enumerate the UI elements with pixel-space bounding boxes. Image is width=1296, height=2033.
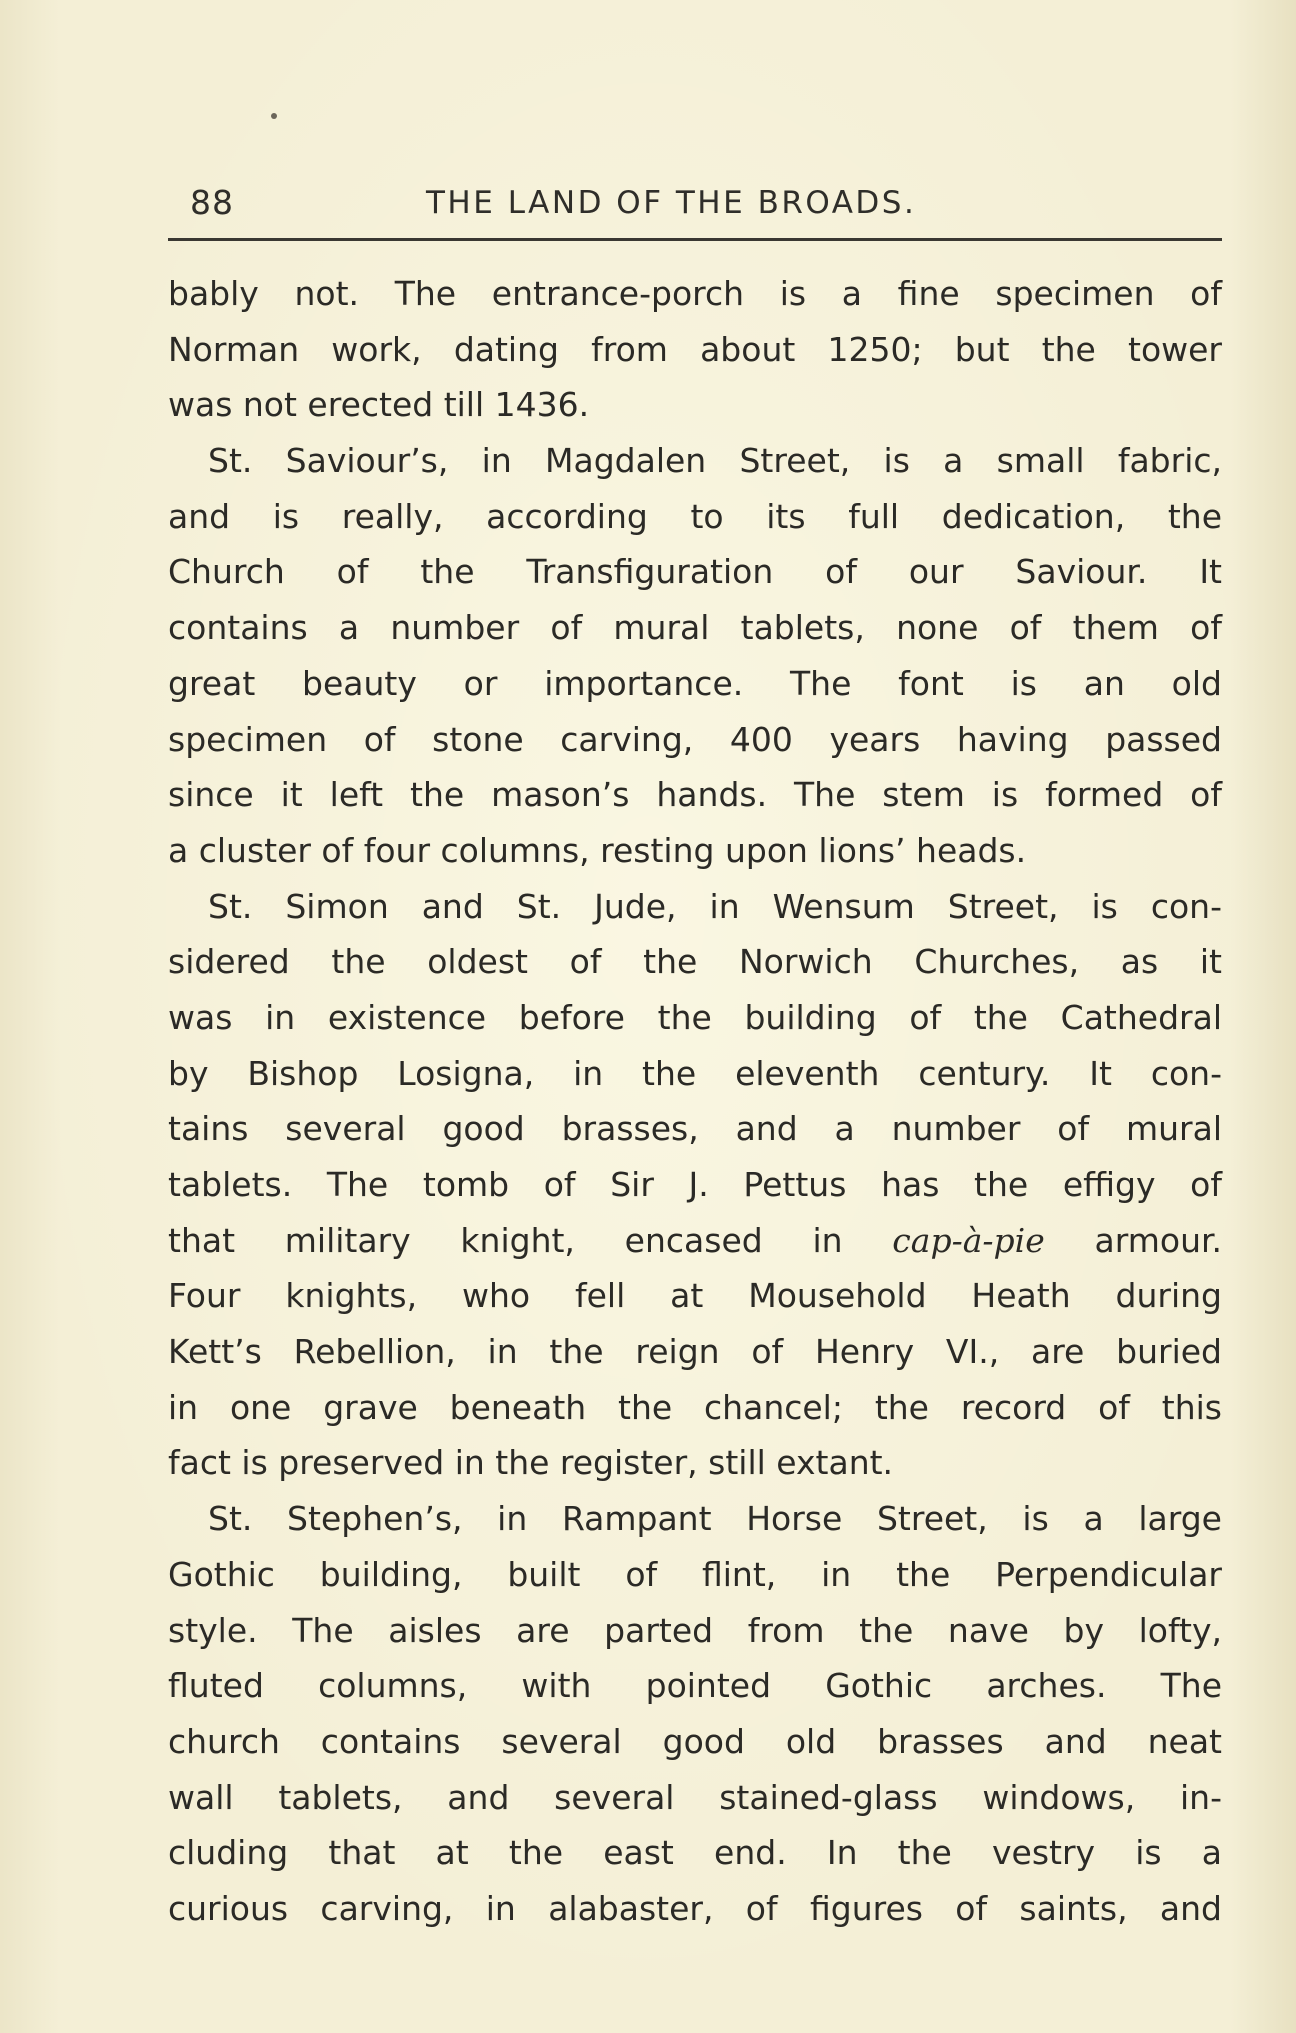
- text-line: and is really, according to its full dedication, the: [168, 496, 1222, 536]
- text-line: tains several good brasses, and a number of mural: [168, 1109, 1222, 1149]
- header-rule: [168, 238, 1222, 241]
- text-segment: that military knight, encased in: [168, 1220, 893, 1260]
- text-segment: armour.: [1044, 1220, 1223, 1260]
- text-line: St. Saviour’s, in Magdalen Street, is a small fabric,: [208, 441, 1222, 481]
- text-line: Four knights, who fell at Mousehold Heath during: [168, 1276, 1222, 1316]
- text-line: specimen of stone carving, 400 years having passed: [168, 719, 1222, 759]
- text-line: curious carving, in alabaster, of figures of saints, and: [168, 1888, 1222, 1928]
- body-text: [168, 266, 1222, 1937]
- text-line: by Bishop Losigna, in the eleventh century. It con-: [168, 1053, 1222, 1093]
- ink-speck: [271, 113, 277, 119]
- text-line: great beauty or importance. The font is an old: [168, 663, 1222, 703]
- text-line: was not erected till 1436.: [168, 385, 590, 425]
- page-number: 88: [190, 183, 234, 222]
- text-line: Church of the Transfiguration of our Saviour. It: [168, 552, 1222, 592]
- text-line: cluding that at the east end. In the vestry is a: [168, 1833, 1222, 1873]
- text-line: was in existence before the building of the Cathedral: [168, 997, 1222, 1037]
- text-line-with-italic: [168, 1213, 1222, 1269]
- text-line: tablets. The tomb of Sir J. Pettus has the effigy of: [168, 1165, 1222, 1204]
- text-line: a cluster of four columns, resting upon lions’ heads.: [168, 830, 1027, 870]
- text-line: Norman work, dating from about 1250; but the tower: [168, 329, 1222, 369]
- text-line: sidered the oldest of the Norwich Churches, as it: [168, 942, 1222, 982]
- text-line: St. Stephen’s, in Rampant Horse Street, is a large: [208, 1499, 1222, 1539]
- text-line: in one grave beneath the chancel; the record of this: [168, 1387, 1222, 1427]
- text-line: Gothic building, built of flint, in the Perpendicular: [168, 1554, 1222, 1594]
- text-line: church contains several good old brasses and neat: [168, 1721, 1222, 1761]
- text-line: fact is preserved in the register, still extant.: [168, 1443, 894, 1483]
- text-line: fluted columns, with pointed Gothic arches. The: [168, 1666, 1222, 1706]
- text-line: St. Simon and St. Jude, in Wensum Street, is con-: [208, 886, 1222, 926]
- text-line: contains a number of mural tablets, none of them of: [168, 608, 1222, 648]
- text-line: Kett’s Rebellion, in the reign of Henry VI., are buried: [168, 1332, 1222, 1372]
- text-line: style. The aisles are parted from the nave by lofty,: [168, 1610, 1222, 1650]
- text-line: wall tablets, and several stained-glass windows, in-: [168, 1777, 1222, 1817]
- page-header: [168, 177, 1220, 227]
- running-title: THE LAND OF THE BROADS.: [426, 185, 917, 221]
- text-line: since it left the mason’s hands. The stem is formed of: [168, 775, 1222, 815]
- text-line: bably not. The entrance-porch is a fine specimen of: [168, 274, 1222, 313]
- italic-phrase: cap-à-pie: [892, 1220, 1045, 1260]
